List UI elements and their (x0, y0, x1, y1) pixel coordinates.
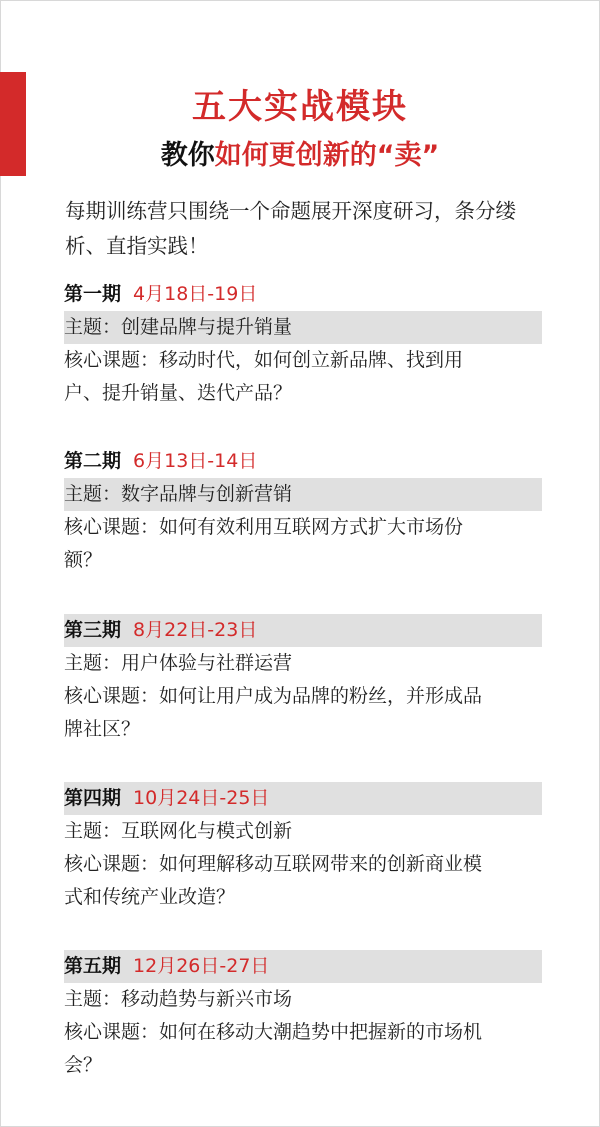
session-date: 12月26日-27日 (133, 955, 270, 977)
session-header (64, 950, 542, 983)
page-title: 五大实战模块 (192, 87, 408, 127)
session-3 (64, 614, 542, 746)
session-header (64, 614, 542, 647)
session-question-line: 额？ (64, 549, 103, 571)
session-1 (64, 278, 542, 410)
page-subtitle (0, 138, 600, 174)
session-question (64, 344, 542, 410)
session-4 (64, 782, 542, 914)
session-topic: 主题：创建品牌与提升销量 (64, 311, 542, 344)
session-topic: 主题：互联网化与模式创新 (64, 820, 293, 842)
session-question-line: 核心课题：移动时代，如何创立新品牌、找到用 (64, 349, 464, 371)
session-header (64, 445, 542, 478)
session-question (64, 1016, 542, 1082)
session-question-line: 会？ (64, 1054, 103, 1076)
session-question-line: 牌社区？ (64, 718, 141, 740)
session-date: 4月18日-19日 (133, 283, 258, 305)
subtitle-prefix: 教你 (160, 140, 215, 171)
session-question-line: 核心课题：如何在移动大潮趋势中把握新的市场机 (64, 1021, 483, 1043)
session-topic: 主题：移动趋势与新兴市场 (64, 988, 293, 1010)
session-topic: 主题：用户体验与社群运营 (64, 652, 293, 674)
session-period: 第四期 (64, 787, 122, 809)
session-question-line: 户、提升销量、迭代产品？ (64, 382, 293, 404)
session-question-line: 核心课题：如何理解移动互联网带来的创新商业模 (64, 853, 483, 875)
session-date: 10月24日-25日 (133, 787, 270, 809)
intro-text: 每期训练营只围绕一个命题展开深度研习，条分缕析、直指实践！ (65, 199, 516, 258)
session-date: 8月22日-23日 (133, 619, 258, 641)
session-question (64, 511, 542, 577)
session-period: 第一期 (64, 283, 122, 305)
session-topic: 主题：数字品牌与创新营销 (64, 478, 542, 511)
session-5 (64, 950, 542, 1082)
session-question-line: 式和传统产业改造？ (64, 886, 236, 908)
session-question (64, 848, 542, 914)
session-header (64, 278, 542, 311)
session-question (64, 680, 542, 746)
session-question-line: 核心课题：如何让用户成为品牌的粉丝，并形成品 (64, 685, 483, 707)
subtitle-highlight: 如何更创新的“卖” (214, 140, 440, 171)
session-period: 第二期 (64, 450, 122, 472)
session-header (64, 782, 542, 815)
session-date: 6月13日-14日 (133, 450, 258, 472)
session-period: 第三期 (64, 619, 122, 641)
session-question-line: 核心课题：如何有效利用互联网方式扩大市场份 (64, 516, 464, 538)
session-period: 第五期 (64, 955, 122, 977)
session-2 (64, 445, 542, 577)
